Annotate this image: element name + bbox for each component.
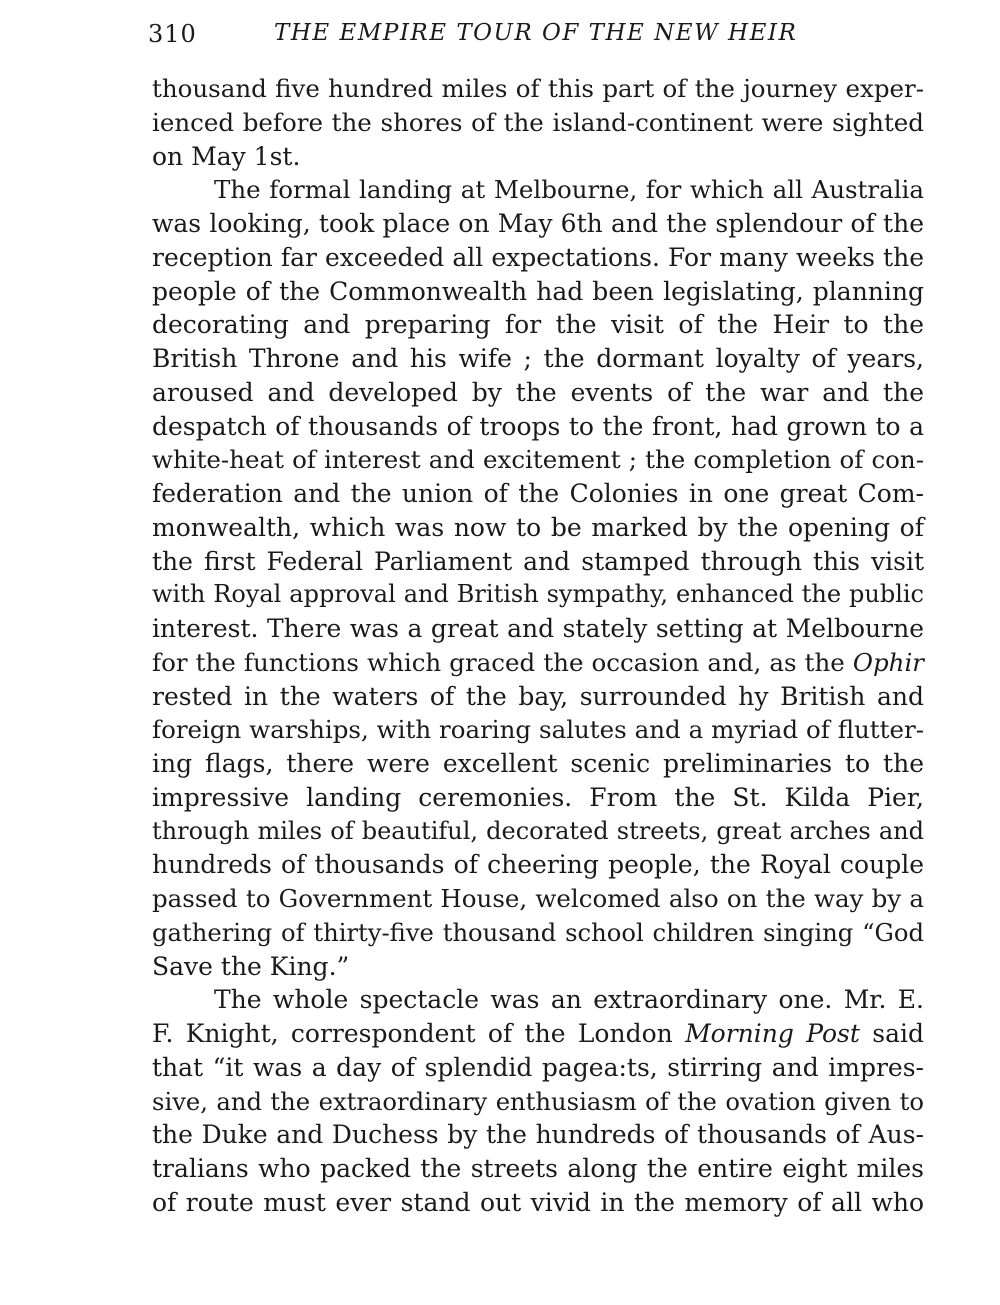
ship-name-italic: Ophir [852, 647, 924, 677]
text-line: with Royal approval and British sympathy, enhanced the public [152, 580, 924, 609]
text-line: sive, and the extraordinary enthusiasm of the ovation given to [152, 1086, 924, 1116]
text-line: decorating and preparing for the visit of the Heir to the [152, 310, 924, 340]
text-line: monwealth, which was now to be marked by the opening of [152, 512, 924, 542]
text-line: British Throne and his wife ; the dormant loyalty of years, [152, 344, 924, 373]
text-line: ienced before the shores of the island-continent were sighted [152, 107, 924, 137]
running-header [148, 20, 928, 54]
text-line: F. Knight, correspondent of the London Morning Post said [152, 1019, 924, 1048]
text-line: through miles of beautiful, decorated streets, great arches and [152, 816, 924, 845]
text-line: Save the King.” [152, 951, 350, 981]
page-number: 310 [148, 20, 197, 48]
paragraph [152, 173, 924, 983]
text-line: interest. There was a great and stately setting at Melbourne [152, 614, 924, 643]
text-line: The whole spectacle was an extraordinary one. Mr. E. [214, 985, 924, 1015]
text-line: for the functions which graced the occasion and, as the Ophir [152, 647, 924, 677]
text-line: the Duke and Duchess by the hundreds of thousands of Aus- [152, 1120, 924, 1150]
text-line: on May 1st. [152, 141, 301, 171]
paragraph [152, 983, 924, 1219]
text-line: reception far exceeded all expectations. For many weeks the [152, 242, 924, 272]
running-title: THE EMPIRE TOUR OF THE NEW HEIR [274, 20, 798, 46]
text-line: ing flags, there were excellent scenic preliminaries to the [152, 749, 924, 778]
text-line: thousand five hundred miles of this part of the journey exper- [152, 74, 924, 103]
body-text [152, 72, 924, 1220]
newspaper-name-italic: Morning Post [685, 1019, 860, 1048]
text-line: was looking, took place on May 6th and the splendour of the [152, 209, 924, 238]
text-line: white-heat of interest and excitement ; the completion of con- [152, 445, 924, 475]
text-line: that “it was a day of splendid pagea:ts, stirring and impres- [152, 1052, 924, 1082]
text-line: passed to Government House, welcomed also on the way by a [152, 884, 924, 913]
text-line: the first Federal Parliament and stamped through this visit [152, 546, 924, 576]
text-line: foreign warships, with roaring salutes and a myriad of flutter- [152, 715, 924, 745]
text-line: tralians who packed the streets along the entire eight miles [152, 1154, 924, 1183]
text-line: hundreds of thousands of cheering people, the Royal couple [152, 850, 924, 880]
text-line: of route must ever stand out vivid in the memory of all who [152, 1187, 924, 1217]
paragraph [152, 72, 924, 173]
text-line: gathering of thirty-five thousand school children singing “God [152, 917, 924, 947]
text-line: people of the Commonwealth had been legislating, planning [152, 276, 924, 306]
text-line: impressive landing ceremonies. From the St. Kilda Pier, [152, 782, 924, 812]
text-line: rested in the waters of the bay, surrounded hy British and [152, 681, 924, 711]
text-line: The formal landing at Melbourne, for which all Australia [214, 175, 924, 205]
text-line: aroused and developed by the events of the war and the [152, 377, 924, 407]
text-line: federation and the union of the Colonies in one great Com- [152, 479, 924, 508]
text-line: despatch of thousands of troops to the front, had grown to a [152, 411, 924, 441]
